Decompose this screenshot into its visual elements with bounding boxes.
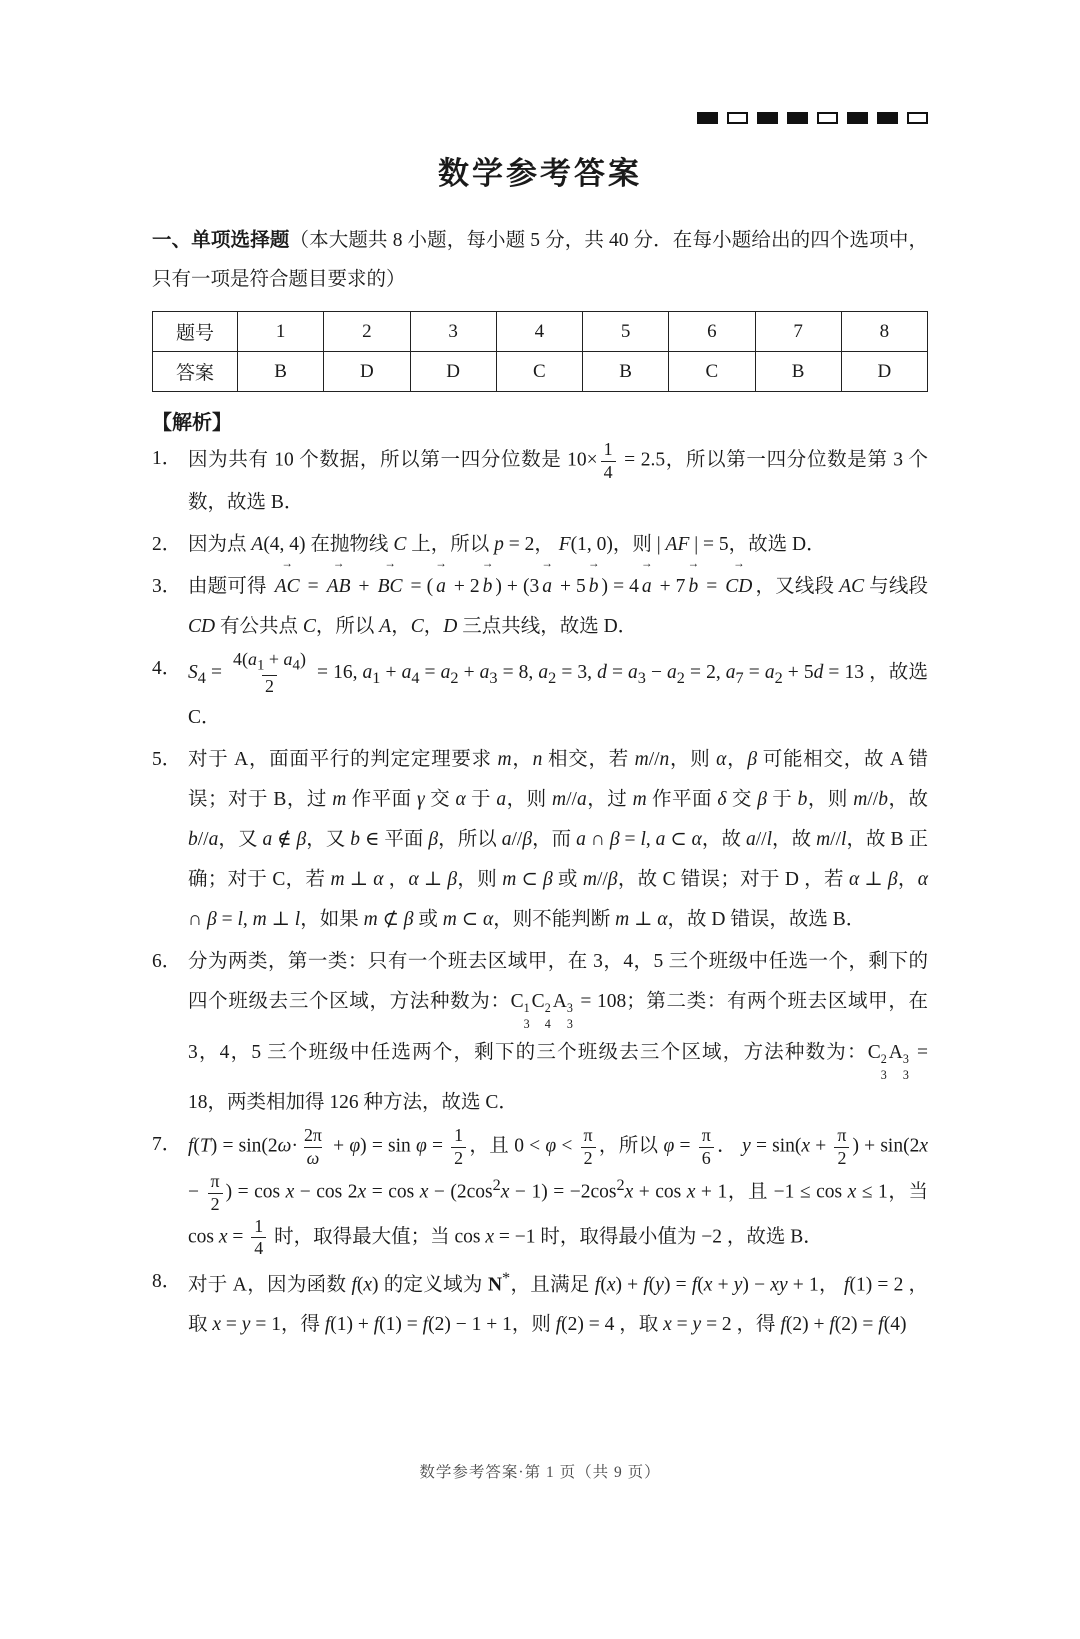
solution-number: 5．: [152, 748, 182, 770]
solution-number: 8．: [152, 1270, 182, 1292]
answer-cell: D: [324, 352, 410, 392]
deco-square-filled: [697, 112, 718, 124]
solution-item: [152, 942, 928, 1124]
question-number-cell: 6: [669, 312, 755, 352]
answer-row: [153, 352, 928, 392]
solution-number: 1．: [152, 448, 182, 469]
answer-cell: D: [841, 352, 927, 392]
answer-cell: B: [583, 352, 669, 392]
solution-item: [152, 525, 928, 565]
question-number-row: [153, 312, 928, 352]
solution-number: 2．: [152, 534, 182, 555]
solution-text: f(T) = sin(2ω· $\frac{2\pi}{\omega}$ + φ) = sin φ = $\frac{1}{2}$ ，且 0 < φ < $\frac{\pi}{2}$ ，所以 φ = $\frac{\pi}{6}$ ． y = sin(x + $\frac{\pi}{2}$ ) + sin(2x − $\frac{\pi}{2}$ ) = $\cos x - \cos 2x = \cos x - (2\cos^2x - 1) = -2\cos^2x + \cos x + 1$，且 −1 ≤ cos x ≤ 1，当 cos x = $\frac{1}{4}$ 时，取得最大值；当 cos x = −1 时，取得最小值为 −2 ，故选 B．: [188, 1125, 928, 1259]
solution-item: [152, 439, 928, 523]
answer-cell: C: [496, 352, 582, 392]
deco-squares: [152, 112, 928, 126]
answer-cell: B: [755, 352, 841, 392]
solution-text: 分为两类，第一类：只有一个班去区域甲，在 3，4，5 三个班级中任选一个，剩下的四个班级去三个区域，方法种数为：C 1 3 C 2 4 A 3 3 = 108；第二类：有两个班去区域甲，在 3，4，5 三个班级中任选两个，剩下的三个班级去三个区域，方法种数为：C 2 3 A 3 3 = 18，两类相加得 126 种方法，故选 C．: [188, 950, 929, 1114]
solution-text: 对于 A，因为函数 f(x) 的定义域为 N*，且满足 f(x) + f(y) = f(x + y) − xy + 1， f(1) = 2 ，取 x = y = 1，得 f(1) + f(1) = f(2) − 1 + 1，则 f(2) = 4 ，取 x = y = 2 ，得 f(2) + f(2) = f(4): [188, 1268, 929, 1336]
question-number-cell: 2: [324, 312, 410, 352]
deco-square-empty: [907, 112, 928, 124]
solution-item: [152, 740, 928, 940]
solution-number: 6．: [152, 950, 182, 972]
solution-text: 对于 A，面面平行的判定定理要求 m，n 相交，若 m//n，则 α，β 可能相交，故 A 错误；对于 B，过 m 作平面 γ 交 α 于 a，则 m//a，过 m 作平面 δ 交 β 于 b，则 m//b，故 b//a，又 a ∉ β，又 b ∈ 平面 β，所以 a//β，而 a ∩ β = l, a ⊂ α，故 a//l，故 m//l，故 B 正确；对于 C，若 m ⊥ α ，α ⊥ β，则 m ⊂ β 或 m//β，故 C 错误；对于 D ，若 α ⊥ β，α ∩ β = l, m ⊥ l，如果 m ⊄ β 或 m ⊂ α，则不能判断 m ⊥ α，故 D 错误，故选 B．: [188, 748, 928, 930]
section-heading-rest: （本大题共 8 小题，每小题 5 分，共 40 分．在每小题给出的四个选项中，只有一项是符合题目要求的）: [152, 230, 928, 290]
solutions-list: [152, 439, 928, 1345]
solution-item: [152, 649, 928, 738]
solution-item: [152, 1262, 928, 1345]
solution-text: 因为共有 10 个数据，所以第一四分位数是 10× $\frac{1}{4}$ = 2.5，所以第一四分位数是第 3 个数，故选 B．: [188, 439, 929, 514]
question-number-cell: 3: [410, 312, 496, 352]
solution-text: 因为点 A(4, 4) 在抛物线 C 上，所以 p = 2， F(1, 0)，则 | AF | = 5，故选 D．: [188, 534, 826, 555]
question-number-cell: 8: [841, 312, 927, 352]
deco-square-filled: [847, 112, 868, 124]
deco-square-filled: [877, 112, 898, 124]
page-footer: 数学参考答案·第 1 页（共 9 页）: [419, 1464, 661, 1481]
answer-table: [152, 311, 928, 392]
solution-number: 4．: [152, 657, 182, 679]
answer-cell: D: [410, 352, 496, 392]
analysis-label: 【解析】: [152, 412, 232, 434]
solution-number: 3．: [152, 575, 182, 597]
answer-cell: C: [669, 352, 755, 392]
solution-text: $S_4$ = $\frac{4(a_1 + a_4)}{2}$ = 16, $a_1 + a_4 = a_2 + a_3 = 8$, $a_2 = 3$, $d = a_3 - a_2 = 2$, $a_7 = a_2 + 5d = 13$ ，故选 C．: [188, 648, 928, 728]
question-number-cell: 4: [496, 312, 582, 352]
answer-cell: B: [238, 352, 324, 392]
row-label-numbers: 题号: [153, 312, 238, 352]
question-number-cell: 1: [238, 312, 324, 352]
solution-text: 由题可得 → AC = → AB + → BC = ( → a + 2 → b ) + (3 → a + 5 → b ) = 4 → a + 7 → b = → CD ，又线段 AC 与线段 CD 有公共点 C，所以 A，C，D 三点共线，故选 D．: [188, 567, 928, 647]
section-heading-bold: 一、单项选择题: [152, 229, 290, 251]
solution-number: 7．: [152, 1134, 182, 1156]
section-heading: [152, 221, 928, 299]
deco-square-filled: [757, 112, 778, 124]
page: [0, 112, 1080, 1345]
question-number-cell: 7: [755, 312, 841, 352]
solution-item: [152, 1125, 928, 1259]
solution-item: [152, 567, 928, 647]
page-title: 数学参考答案: [438, 156, 642, 191]
row-label-answers: 答案: [153, 352, 238, 392]
deco-square-empty: [727, 112, 748, 124]
deco-square-filled: [787, 112, 808, 124]
deco-square-empty: [817, 112, 838, 124]
question-number-cell: 5: [583, 312, 669, 352]
